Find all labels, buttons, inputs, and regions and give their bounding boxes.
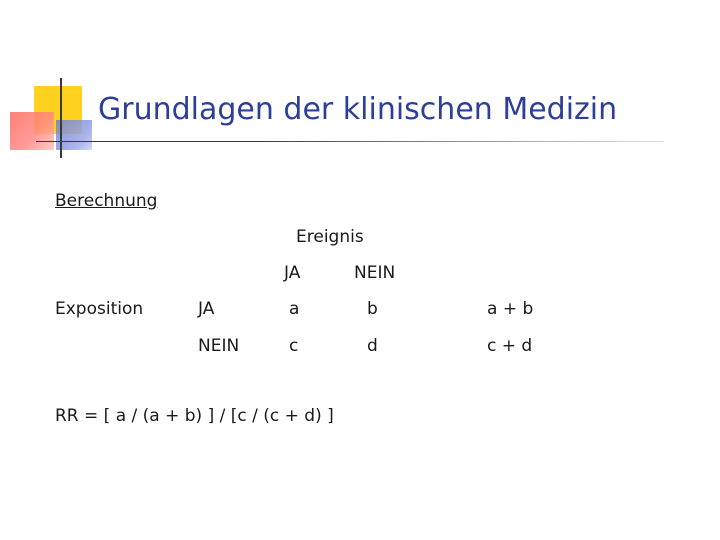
row-label-ja: JA	[198, 299, 215, 319]
cell-d: d	[367, 336, 378, 356]
row-label-nein: NEIN	[198, 336, 240, 356]
cell-a: a	[289, 299, 300, 319]
title-underline-fade	[36, 141, 664, 142]
relative-risk-formula: RR = [ a / (a + b) ] / [c / (c + d) ]	[55, 406, 334, 426]
cell-c: c	[289, 336, 299, 356]
column-header-nein: NEIN	[354, 263, 396, 283]
column-group-label: Ereignis	[296, 227, 364, 247]
subheading-berechnung: Berechnung	[55, 191, 158, 211]
row-total-ja: a + b	[487, 299, 534, 319]
cell-b: b	[367, 299, 378, 319]
slide-title: Grundlagen der klinischen Medizin	[98, 92, 618, 127]
row-group-label: Exposition	[55, 299, 144, 319]
row-total-nein: c + d	[487, 336, 533, 356]
decor-vertical-line	[60, 78, 62, 158]
column-header-ja: JA	[284, 263, 301, 283]
decor-red-square	[10, 112, 54, 150]
